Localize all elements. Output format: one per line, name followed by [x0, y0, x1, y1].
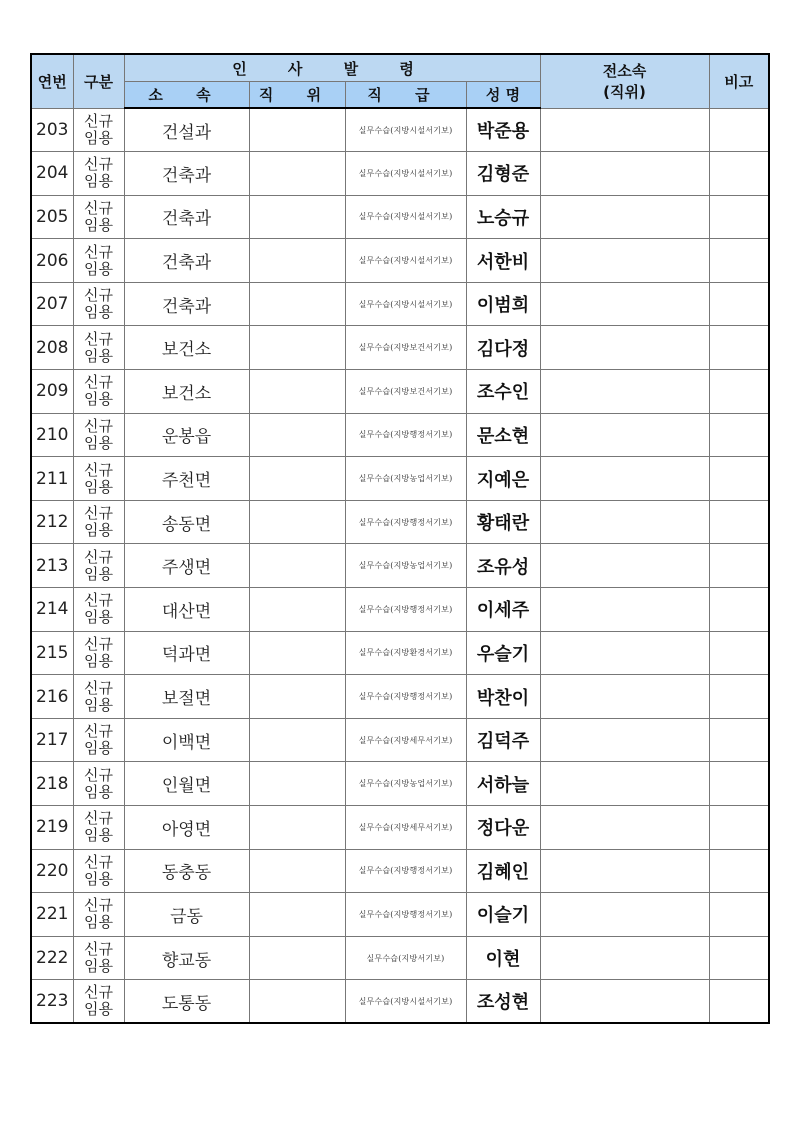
category-cell: [73, 893, 124, 937]
previous-affiliation-cell: [540, 282, 709, 326]
serial-number-cell: 220: [31, 849, 73, 893]
category-line2: 임용: [84, 215, 113, 234]
table-row: [31, 152, 769, 196]
category-line2: 임용: [84, 913, 113, 932]
previous-affiliation-cell: [540, 457, 709, 501]
position-cell: [249, 980, 345, 1024]
name-cell: 조수인: [466, 370, 540, 414]
grade-cell: 실무수습(지방농업서기보): [345, 544, 466, 588]
previous-affiliation-cell: [540, 631, 709, 675]
previous-affiliation-cell: [540, 413, 709, 457]
position-cell: [249, 370, 345, 414]
position-cell: [249, 108, 345, 152]
affiliation-cell: 건축과: [124, 239, 249, 283]
table-row: [31, 631, 769, 675]
position-cell: [249, 675, 345, 719]
header-personnel-order: 인 사 발 령: [124, 54, 540, 82]
grade-cell: 실무수습(지방세무서기보): [345, 718, 466, 762]
table-row: [31, 457, 769, 501]
category-cell: [73, 457, 124, 501]
position-cell: [249, 849, 345, 893]
table-row: [31, 806, 769, 850]
header-name: 성 명: [466, 82, 540, 109]
category-line1: 신규: [84, 198, 113, 217]
previous-affiliation-cell: [540, 936, 709, 980]
serial-number-cell: 206: [31, 239, 73, 283]
position-cell: [249, 544, 345, 588]
remarks-cell: [709, 806, 769, 850]
name-cell: 김혜인: [466, 849, 540, 893]
affiliation-cell: 덕과면: [124, 631, 249, 675]
remarks-cell: [709, 631, 769, 675]
remarks-cell: [709, 413, 769, 457]
category-line2: 임용: [84, 826, 113, 845]
category-cell: [73, 675, 124, 719]
position-cell: [249, 413, 345, 457]
affiliation-cell: 동충동: [124, 849, 249, 893]
category-line2: 임용: [84, 128, 113, 147]
category-line1: 신규: [84, 809, 113, 828]
category-line1: 신규: [84, 983, 113, 1002]
previous-affiliation-cell: [540, 544, 709, 588]
grade-cell: 실무수습(지방행정서기보): [345, 675, 466, 719]
category-line1: 신규: [84, 242, 113, 261]
name-cell: 이세주: [466, 588, 540, 632]
table-row: [31, 544, 769, 588]
grade-cell: 실무수습(지방시설서기보): [345, 195, 466, 239]
header-previous-affiliation: [540, 54, 709, 108]
previous-affiliation-cell: [540, 893, 709, 937]
category-line2: 임용: [84, 782, 113, 801]
category-line2: 임용: [84, 346, 113, 365]
serial-number-cell: 204: [31, 152, 73, 196]
affiliation-cell: 주천면: [124, 457, 249, 501]
serial-number-cell: 211: [31, 457, 73, 501]
table-row: [31, 849, 769, 893]
table-row: [31, 370, 769, 414]
category-line2: 임용: [84, 564, 113, 583]
category-cell: [73, 370, 124, 414]
position-cell: [249, 718, 345, 762]
category-cell: [73, 500, 124, 544]
category-line2: 임용: [84, 433, 113, 452]
name-cell: 문소현: [466, 413, 540, 457]
serial-number-cell: 214: [31, 588, 73, 632]
remarks-cell: [709, 152, 769, 196]
table-row: [31, 980, 769, 1024]
table-row: [31, 239, 769, 283]
name-cell: 박준용: [466, 108, 540, 152]
previous-affiliation-cell: [540, 762, 709, 806]
position-cell: [249, 500, 345, 544]
previous-affiliation-cell: [540, 806, 709, 850]
category-line1: 신규: [84, 852, 113, 871]
name-cell: 우슬기: [466, 631, 540, 675]
grade-cell: 실무수습(지방서기보): [345, 936, 466, 980]
header-previous-affiliation-line1: 전소속: [602, 62, 647, 81]
serial-number-cell: 208: [31, 326, 73, 370]
category-cell: [73, 108, 124, 152]
table-row: [31, 936, 769, 980]
category-line2: 임용: [84, 259, 113, 278]
affiliation-cell: 운봉읍: [124, 413, 249, 457]
previous-affiliation-cell: [540, 500, 709, 544]
category-cell: [73, 762, 124, 806]
serial-number-cell: 218: [31, 762, 73, 806]
grade-cell: 실무수습(지방행정서기보): [345, 849, 466, 893]
remarks-cell: [709, 500, 769, 544]
category-cell: [73, 413, 124, 457]
remarks-cell: [709, 326, 769, 370]
category-line1: 신규: [84, 896, 113, 915]
position-cell: [249, 326, 345, 370]
position-cell: [249, 631, 345, 675]
header-position: 직 위: [249, 82, 345, 109]
affiliation-cell: 보건소: [124, 370, 249, 414]
serial-number-cell: 209: [31, 370, 73, 414]
serial-number-cell: 205: [31, 195, 73, 239]
header-previous-affiliation-line2: (직위): [603, 83, 646, 102]
name-cell: 이슬기: [466, 893, 540, 937]
category-line2: 임용: [84, 1000, 113, 1019]
category-line1: 신규: [84, 765, 113, 784]
previous-affiliation-cell: [540, 108, 709, 152]
serial-number-cell: 207: [31, 282, 73, 326]
category-line2: 임용: [84, 739, 113, 758]
grade-cell: 실무수습(지방시설서기보): [345, 282, 466, 326]
category-line2: 임용: [84, 608, 113, 627]
serial-number-cell: 221: [31, 893, 73, 937]
category-cell: [73, 282, 124, 326]
grade-cell: 실무수습(지방시설서기보): [345, 239, 466, 283]
grade-cell: 실무수습(지방시설서기보): [345, 108, 466, 152]
category-cell: [73, 631, 124, 675]
name-cell: 노승규: [466, 195, 540, 239]
remarks-cell: [709, 282, 769, 326]
category-line2: 임용: [84, 172, 113, 191]
previous-affiliation-cell: [540, 326, 709, 370]
category-line1: 신규: [84, 286, 113, 305]
position-cell: [249, 282, 345, 326]
previous-affiliation-cell: [540, 675, 709, 719]
remarks-cell: [709, 893, 769, 937]
header-remarks: 비고: [709, 54, 769, 108]
category-line1: 신규: [84, 940, 113, 959]
category-cell: [73, 326, 124, 370]
personnel-appointment-table: [30, 53, 770, 1024]
category-line1: 신규: [84, 111, 113, 130]
remarks-cell: [709, 588, 769, 632]
affiliation-cell: 건축과: [124, 195, 249, 239]
grade-cell: 실무수습(지방시설서기보): [345, 152, 466, 196]
grade-cell: 실무수습(지방농업서기보): [345, 457, 466, 501]
name-cell: 박찬이: [466, 675, 540, 719]
category-cell: [73, 588, 124, 632]
position-cell: [249, 195, 345, 239]
affiliation-cell: 도통동: [124, 980, 249, 1024]
name-cell: 조유성: [466, 544, 540, 588]
header-grade: 직 급: [345, 82, 466, 109]
affiliation-cell: 건설과: [124, 108, 249, 152]
category-line2: 임용: [84, 521, 113, 540]
affiliation-cell: 건축과: [124, 282, 249, 326]
name-cell: 조성현: [466, 980, 540, 1024]
remarks-cell: [709, 718, 769, 762]
category-cell: [73, 152, 124, 196]
remarks-cell: [709, 849, 769, 893]
position-cell: [249, 893, 345, 937]
serial-number-cell: 222: [31, 936, 73, 980]
table-row: [31, 893, 769, 937]
table-header: [31, 54, 769, 108]
affiliation-cell: 보건소: [124, 326, 249, 370]
position-cell: [249, 457, 345, 501]
category-cell: [73, 980, 124, 1024]
grade-cell: 실무수습(지방행정서기보): [345, 893, 466, 937]
category-line1: 신규: [84, 678, 113, 697]
category-line1: 신규: [84, 591, 113, 610]
remarks-cell: [709, 544, 769, 588]
remarks-cell: [709, 675, 769, 719]
serial-number-cell: 215: [31, 631, 73, 675]
category-line1: 신규: [84, 329, 113, 348]
table-row: [31, 326, 769, 370]
position-cell: [249, 936, 345, 980]
category-line2: 임용: [84, 957, 113, 976]
affiliation-cell: 인월면: [124, 762, 249, 806]
category-line2: 임용: [84, 303, 113, 322]
category-cell: [73, 806, 124, 850]
position-cell: [249, 806, 345, 850]
serial-number-cell: 223: [31, 980, 73, 1024]
remarks-cell: [709, 108, 769, 152]
remarks-cell: [709, 980, 769, 1024]
remarks-cell: [709, 457, 769, 501]
previous-affiliation-cell: [540, 588, 709, 632]
previous-affiliation-cell: [540, 980, 709, 1024]
category-line1: 신규: [84, 634, 113, 653]
table-row: [31, 675, 769, 719]
affiliation-cell: 건축과: [124, 152, 249, 196]
table-row: [31, 195, 769, 239]
grade-cell: 실무수습(지방보건서기보): [345, 370, 466, 414]
position-cell: [249, 152, 345, 196]
category-line2: 임용: [84, 695, 113, 714]
category-cell: [73, 718, 124, 762]
remarks-cell: [709, 195, 769, 239]
grade-cell: 실무수습(지방행정서기보): [345, 588, 466, 632]
remarks-cell: [709, 762, 769, 806]
name-cell: 이범희: [466, 282, 540, 326]
affiliation-cell: 대산면: [124, 588, 249, 632]
category-cell: [73, 849, 124, 893]
category-cell: [73, 195, 124, 239]
affiliation-cell: 주생면: [124, 544, 249, 588]
grade-cell: 실무수습(지방시설서기보): [345, 980, 466, 1024]
affiliation-cell: 아영면: [124, 806, 249, 850]
affiliation-cell: 송동면: [124, 500, 249, 544]
name-cell: 김덕주: [466, 718, 540, 762]
position-cell: [249, 762, 345, 806]
category-line1: 신규: [84, 722, 113, 741]
category-line2: 임용: [84, 390, 113, 409]
name-cell: 지예은: [466, 457, 540, 501]
header-serial-number: 연번: [31, 54, 73, 108]
grade-cell: 실무수습(지방보건서기보): [345, 326, 466, 370]
header-category: 구분: [73, 54, 124, 108]
serial-number-cell: 210: [31, 413, 73, 457]
affiliation-cell: 보절면: [124, 675, 249, 719]
category-cell: [73, 936, 124, 980]
grade-cell: 실무수습(지방행정서기보): [345, 500, 466, 544]
previous-affiliation-cell: [540, 152, 709, 196]
category-line1: 신규: [84, 547, 113, 566]
category-line1: 신규: [84, 460, 113, 479]
category-line1: 신규: [84, 416, 113, 435]
previous-affiliation-cell: [540, 849, 709, 893]
table-row: [31, 282, 769, 326]
affiliation-cell: 이백면: [124, 718, 249, 762]
category-line2: 임용: [84, 869, 113, 888]
name-cell: 김다정: [466, 326, 540, 370]
remarks-cell: [709, 936, 769, 980]
category-line2: 임용: [84, 477, 113, 496]
affiliation-cell: 금동: [124, 893, 249, 937]
header-affiliation: 소 속: [124, 82, 249, 109]
previous-affiliation-cell: [540, 370, 709, 414]
position-cell: [249, 588, 345, 632]
table-row: [31, 588, 769, 632]
name-cell: 이현: [466, 936, 540, 980]
serial-number-cell: 212: [31, 500, 73, 544]
affiliation-cell: 향교동: [124, 936, 249, 980]
category-line1: 신규: [84, 155, 113, 174]
grade-cell: 실무수습(지방환경서기보): [345, 631, 466, 675]
previous-affiliation-cell: [540, 195, 709, 239]
name-cell: 서한비: [466, 239, 540, 283]
category-cell: [73, 544, 124, 588]
name-cell: 황태란: [466, 500, 540, 544]
category-cell: [73, 239, 124, 283]
grade-cell: 실무수습(지방세무서기보): [345, 806, 466, 850]
remarks-cell: [709, 370, 769, 414]
table-row: [31, 413, 769, 457]
table-body: [31, 108, 769, 1023]
serial-number-cell: 217: [31, 718, 73, 762]
position-cell: [249, 239, 345, 283]
table-row: [31, 762, 769, 806]
serial-number-cell: 203: [31, 108, 73, 152]
table-row: [31, 500, 769, 544]
name-cell: 김형준: [466, 152, 540, 196]
serial-number-cell: 219: [31, 806, 73, 850]
category-line1: 신규: [84, 504, 113, 523]
previous-affiliation-cell: [540, 718, 709, 762]
table-row: [31, 718, 769, 762]
table-row: [31, 108, 769, 152]
previous-affiliation-cell: [540, 239, 709, 283]
serial-number-cell: 216: [31, 675, 73, 719]
grade-cell: 실무수습(지방농업서기보): [345, 762, 466, 806]
name-cell: 정다운: [466, 806, 540, 850]
category-line1: 신규: [84, 373, 113, 392]
serial-number-cell: 213: [31, 544, 73, 588]
grade-cell: 실무수습(지방행정서기보): [345, 413, 466, 457]
category-line2: 임용: [84, 651, 113, 670]
remarks-cell: [709, 239, 769, 283]
name-cell: 서하늘: [466, 762, 540, 806]
